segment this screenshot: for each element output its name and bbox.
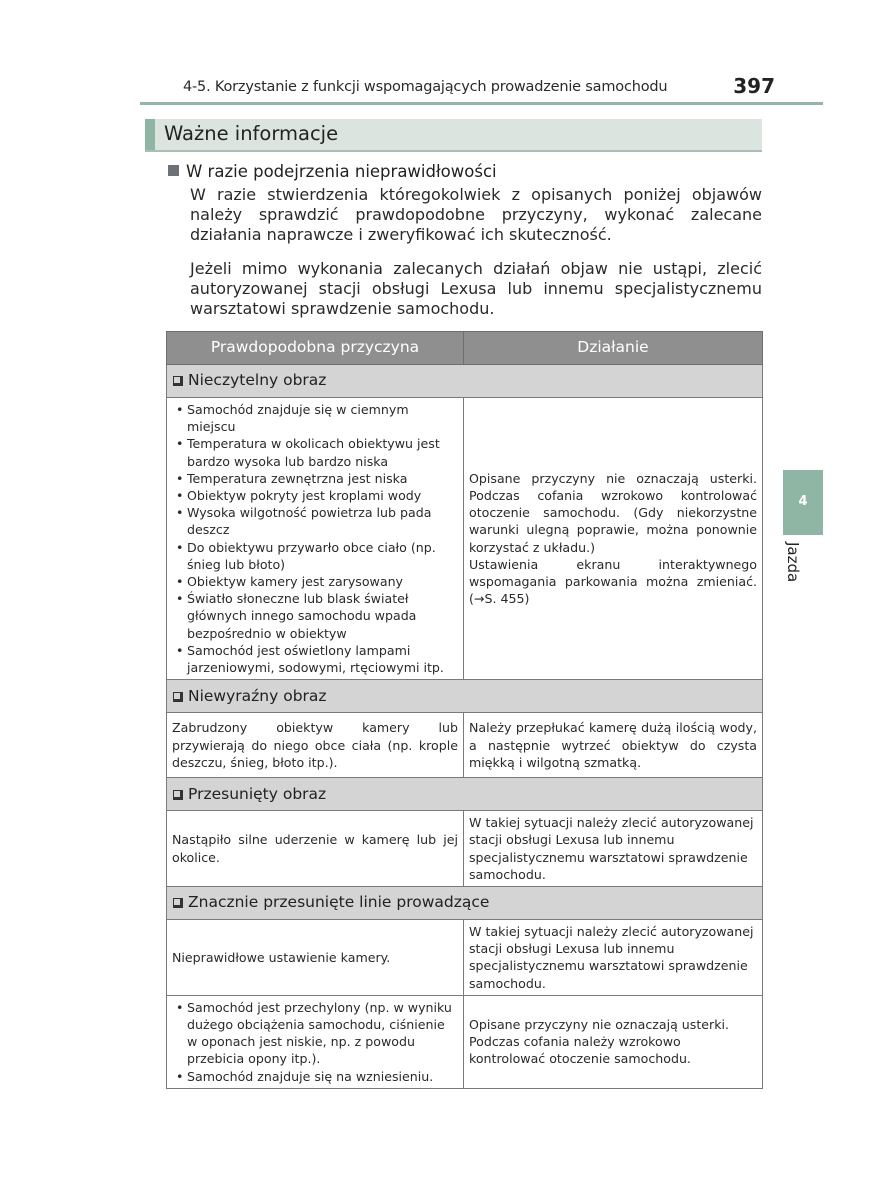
column-header-action: Działanie [464,332,763,365]
table-row [167,713,763,778]
action-cell: W takiej sytuacji należy zlecić autoryzowanej stacji obsługi Lexusa lub innemu specjalistycznemu warsztatowi sprawdzenie samochodu. [464,811,763,887]
cause-cell: Nastąpiło silne uderzenie w kamerę lub jej okolice. [167,811,464,887]
checkbox-icon [173,692,183,702]
cause-item: • Temperatura zewnętrzna jest niska [172,470,458,487]
table-row [167,811,763,887]
chapter-number: 4 [798,494,808,509]
action-cell: Należy przepłukać kamerę dużą ilością wody, a następnie wytrzeć obiektyw do czysta miękką i wilgotną szmatką. [464,713,763,778]
intro-paragraph: W razie stwierdzenia któregokolwiek z opisanych poniżej objawów należy sprawdzić prawdopodobne przyczyny, wykonać zalecane działania naprawcze i zweryfikować ich skuteczność. [190,185,762,244]
running-header [183,76,775,100]
category-row [167,887,763,920]
cause-item: • Do obiektywu przywarło obce ciało (np. śnieg lub błoto) [172,539,458,573]
cause-item: • Samochód jest przechylony (np. w wyniku dużego obciążenia samochodu, ciśnienie w oponach jest niskie, np. z powodu przebicia opony itp.). [172,999,458,1068]
square-bullet-icon [168,165,179,176]
action-cell [464,398,763,680]
cause-item: • Światło słoneczne lub blask świateł głównych innego samochodu wpada bezpośrednio w obiektyw [172,590,458,642]
action-cell: W takiej sytuacji należy zlecić autoryzowanej stacji obsługi Lexusa lub innemu specjalistycznemu warsztatowi sprawdzenie samochodu. [464,920,763,996]
subheading [168,162,497,181]
cause-item: • Temperatura w okolicach obiektywu jest bardzo wysoka lub bardzo niska [172,435,458,469]
category-row [167,680,763,713]
chapter-title: 4-5. Korzystanie z funkcji wspomagających prowadzenie samochodu [183,79,668,95]
table-row [167,398,763,680]
column-header-cause: Prawdopodobna przyczyna [167,332,464,365]
action-text: Opisane przyczyny nie oznaczają usterki. Podczas cofania wzrokowo kontrolować otoczenie samochodu. (Gdy niekorzystne warunki ulegną poprawie, można ponownie korzystać z układu.) [469,470,757,555]
category-title: Znacznie przesunięte linie prowadzące [188,893,490,912]
category-title: Przesunięty obraz [188,784,327,803]
table-row [167,920,763,996]
cause-cell [167,398,464,680]
page-number: 397 [733,74,775,98]
cause-cell: Zabrudzony obiektyw kamery lub przywierają do niego obce ciała (np. krople deszczu, śnieg, błoto itp.). [167,713,464,778]
category-row [167,365,763,398]
section-accent [145,119,155,150]
intro-paragraph: Jeżeli mimo wykonania zalecanych działań objaw nie ustąpi, zlecić autoryzowanej stacji obsługi Lexusa lub innemu specjalistycznemu warsztatowi sprawdzenie samochodu. [190,259,762,318]
cause-item: • Samochód jest oświetlony lampami jarzeniowymi, sodowymi, rtęciowymi itp. [172,642,458,676]
checkbox-icon [173,790,183,800]
checkbox-icon [173,898,183,908]
cause-item: • Samochód znajduje się w ciemnym miejscu [172,401,458,435]
table-row [167,995,763,1088]
category-row [167,778,763,811]
chapter-tab[interactable] [783,470,823,535]
action-cell: Opisane przyczyny nie oznaczają usterki. Podczas cofania należy wzrokowo kontrolować otoczenie samochodu. [464,995,763,1088]
cause-cell [167,995,464,1088]
subheading-text: W razie podejrzenia nieprawidłowości [186,162,497,181]
chapter-label: Jazda [784,542,802,583]
category-title: Nieczytelny obraz [188,371,327,390]
troubleshooting-table [166,331,763,1089]
section-title-bar [145,119,762,152]
cause-cell: Nieprawidłowe ustawienie kamery. [167,920,464,996]
action-note: Ustawienia ekranu interaktywnego wspomagania parkowania można zmieniać. (→S. 455) [469,556,757,607]
header-rule [140,102,823,105]
category-title: Niewyraźny obraz [188,686,327,705]
cause-item: • Samochód znajduje się na wzniesieniu. [172,1068,458,1085]
table-header-row [167,332,763,365]
cause-item: • Obiektyw pokryty jest kroplami wody [172,487,458,504]
cause-item: • Wysoka wilgotność powietrza lub pada deszcz [172,504,458,538]
section-title: Ważne informacje [164,122,339,145]
checkbox-icon [173,376,183,386]
cause-item: • Obiektyw kamery jest zarysowany [172,573,458,590]
